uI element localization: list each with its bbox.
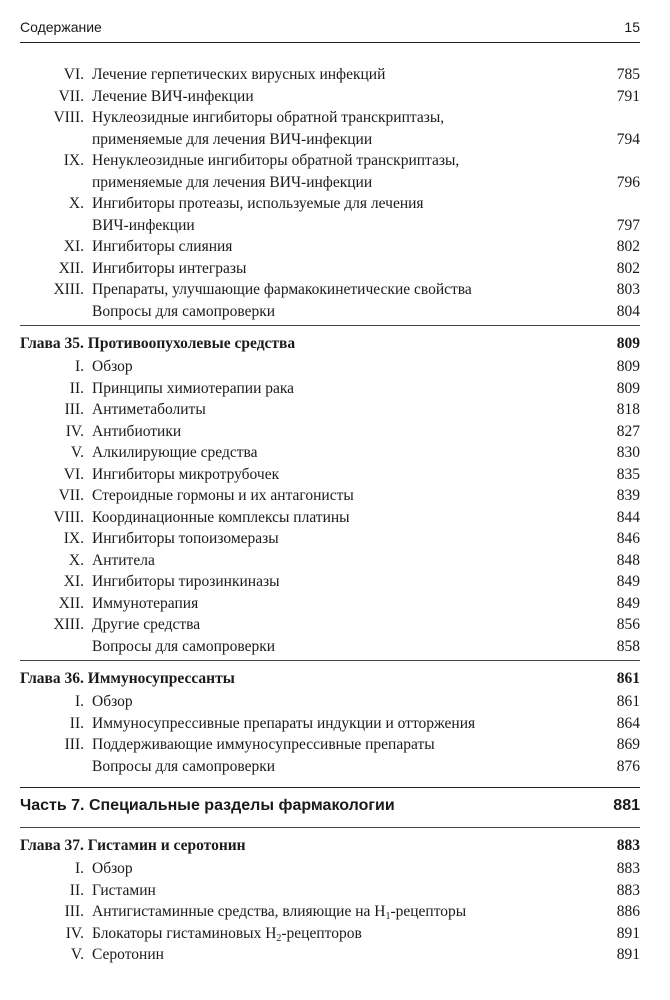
entry-page: 830: [616, 444, 640, 461]
entry-page: 876: [616, 757, 640, 775]
entry-title: Лечение герпетических вирусных инфекций: [92, 66, 386, 83]
entry-title: Обзор: [92, 693, 133, 710]
entry-numeral: XIII.: [53, 281, 84, 298]
chapter-entries: [20, 691, 640, 777]
entry-title: Вопросы для самопроверки: [92, 302, 276, 320]
entry-numeral: II.: [69, 714, 84, 732]
chapter-36-block: [20, 660, 640, 777]
chapter-35-block: [20, 325, 640, 657]
toc-entry[interactable]: [20, 944, 640, 966]
entry-page: 891: [616, 946, 640, 963]
entry-numeral: V.: [70, 946, 84, 963]
toc-entry[interactable]: [20, 636, 640, 658]
entry-title: Нуклеозидные ингибиторы обратной транскриптазы, применяемые для лечения ВИЧ-инфекции: [92, 109, 445, 148]
entry-numeral: IX.: [63, 530, 84, 547]
chapter-37-block: [20, 827, 640, 966]
entry-title: Антиметаболиты: [92, 401, 206, 418]
entry-page: 856: [616, 616, 640, 633]
toc-entry[interactable]: [20, 901, 640, 923]
toc-entry[interactable]: [20, 713, 640, 735]
entry-page: 886: [616, 903, 640, 920]
entry-page: 849: [616, 594, 640, 612]
toc-entry[interactable]: [20, 356, 640, 378]
entry-page: 864: [616, 714, 640, 732]
entry-title: Гистамин: [92, 881, 156, 899]
entry-page: 803: [616, 281, 640, 298]
entry-title: Антибиотики: [92, 422, 182, 440]
running-header: [20, 14, 640, 43]
toc-entry[interactable]: [20, 571, 640, 593]
part-heading[interactable]: [20, 794, 640, 818]
entry-page: 827: [616, 422, 640, 440]
entry-numeral: VI.: [63, 66, 84, 83]
entry-page: 891: [616, 924, 640, 942]
continued-entries: [20, 64, 640, 322]
chapter-title: Глава 37. Гистамин и серотонин: [20, 837, 246, 854]
entry-page: 785: [616, 66, 640, 83]
toc-entry[interactable]: [20, 485, 640, 507]
toc-entry[interactable]: [20, 193, 640, 236]
chapter-title: Глава 36. Иммуносупрессанты: [20, 670, 235, 687]
entry-title: Обзор: [92, 860, 133, 877]
entry-title: Лечение ВИЧ-инфекции: [92, 87, 254, 105]
entry-title: Принципы химиотерапии рака: [92, 379, 295, 397]
toc-entry[interactable]: [20, 86, 640, 108]
toc-entry[interactable]: [20, 614, 640, 636]
chapter-entries: [20, 858, 640, 966]
part-title: Часть 7. Специальные разделы фармакологии: [20, 797, 395, 814]
entry-page: 861: [616, 693, 640, 710]
entry-title: Поддерживающие иммуносупрессивные препараты: [92, 736, 435, 753]
entry-numeral: XII.: [58, 594, 84, 612]
entry-numeral: III.: [64, 903, 84, 920]
entry-page: 809: [616, 358, 640, 375]
entry-page: 796: [616, 173, 640, 191]
chapter-heading[interactable]: [20, 667, 640, 691]
entry-title: Ингибиторы слияния: [92, 238, 233, 255]
entry-numeral: IX.: [63, 152, 84, 169]
entry-numeral: VII.: [58, 87, 84, 105]
entry-title: Антигистаминные средства, влияющие на $H_1$-рецепторы: [92, 903, 467, 922]
chapter-heading[interactable]: [20, 332, 640, 356]
chapter-entries: [20, 356, 640, 657]
running-header-section: Содержание: [20, 19, 102, 35]
entry-page: 883: [616, 860, 640, 877]
part-7-block: [20, 787, 640, 824]
entry-page: 791: [616, 87, 640, 105]
chapter-page: 861: [616, 670, 640, 687]
entry-title: Другие средства: [92, 616, 201, 633]
toc-entry[interactable]: [20, 507, 640, 529]
toc-entry[interactable]: [20, 923, 640, 945]
chapter-page: 809: [616, 335, 640, 352]
entry-page: 869: [616, 736, 640, 753]
entry-title: Серотонин: [92, 946, 164, 963]
toc-entry[interactable]: [20, 279, 640, 301]
toc-entry[interactable]: [20, 399, 640, 421]
entry-title: Вопросы для самопроверки: [92, 637, 276, 655]
entry-title: Ингибиторы протеазы, используемые для лечения ВИЧ-инфекции: [92, 195, 424, 234]
entry-title: Блокаторы гистаминовых $H_2$-рецепторов: [92, 924, 362, 944]
entry-page: 858: [616, 637, 640, 655]
entry-numeral: X.: [68, 551, 84, 569]
entry-numeral: III.: [64, 401, 84, 418]
toc-entry[interactable]: [20, 421, 640, 443]
chapter-page: 883: [616, 837, 640, 854]
entry-numeral: XIII.: [53, 616, 84, 633]
toc-entry[interactable]: [20, 464, 640, 486]
entry-title: Иммунотерапия: [92, 594, 199, 612]
entry-page: 802: [616, 238, 640, 255]
toc-entry[interactable]: [20, 528, 640, 550]
entry-page: 883: [616, 881, 640, 899]
entry-numeral: XII.: [58, 259, 84, 277]
entry-numeral: XI.: [63, 238, 84, 255]
entry-numeral: VI.: [63, 465, 84, 483]
entry-numeral: V.: [70, 444, 84, 461]
table-of-contents: [20, 64, 640, 966]
toc-entry[interactable]: [20, 64, 640, 86]
entry-page: 844: [616, 508, 640, 526]
toc-entry[interactable]: [20, 880, 640, 902]
entry-title: Препараты, улучшающие фармакокинетические свойства: [92, 281, 472, 298]
entry-page: 818: [616, 401, 640, 418]
toc-entry[interactable]: [20, 378, 640, 400]
toc-entry[interactable]: [20, 691, 640, 713]
entry-numeral: VIII.: [53, 109, 84, 126]
toc-entry[interactable]: [20, 236, 640, 258]
entry-page: 839: [616, 487, 640, 504]
entry-numeral: II.: [69, 379, 84, 397]
entry-numeral: IV.: [65, 924, 84, 942]
entry-title: Ингибиторы тирозинкиназы: [92, 573, 280, 590]
toc-entry[interactable]: [20, 107, 640, 150]
entry-title: Вопросы для самопроверки: [92, 757, 276, 775]
toc-entry[interactable]: [20, 301, 640, 323]
entry-numeral: X.: [68, 195, 84, 212]
entry-numeral: I.: [74, 358, 84, 375]
entry-title: Ненуклеозидные ингибиторы обратной транскриптазы, применяемые для лечения ВИЧ-инфекции: [92, 152, 460, 191]
entry-title: Алкилирующие средства: [92, 444, 258, 461]
entry-page: 846: [616, 530, 640, 547]
entry-page: 802: [616, 259, 640, 277]
toc-entry[interactable]: [20, 150, 640, 193]
entry-page: 794: [616, 130, 640, 148]
entry-numeral: VII.: [58, 487, 84, 504]
part-page: 881: [613, 797, 640, 814]
entry-title: Ингибиторы интегразы: [92, 259, 247, 277]
entry-numeral: I.: [74, 693, 84, 710]
entry-title: Антитела: [92, 551, 155, 569]
chapter-title: Глава 35. Противоопухолевые средства: [20, 335, 296, 352]
toc-entry[interactable]: [20, 593, 640, 615]
toc-entry[interactable]: [20, 734, 640, 756]
entry-page: 835: [616, 465, 640, 483]
entry-title: Стероидные гормоны и их антагонисты: [92, 487, 354, 504]
toc-entry[interactable]: [20, 550, 640, 572]
entry-title: Ингибиторы микротрубочек: [92, 465, 280, 483]
entry-title: Ингибиторы топоизомеразы: [92, 530, 279, 547]
toc-entry[interactable]: [20, 258, 640, 280]
toc-entry[interactable]: [20, 756, 640, 778]
entry-numeral: IV.: [65, 422, 84, 440]
entry-page: 797: [616, 216, 640, 234]
entry-numeral: XI.: [63, 573, 84, 590]
entry-numeral: II.: [69, 881, 84, 899]
entry-page: 849: [616, 573, 640, 590]
entry-numeral: VIII.: [53, 508, 84, 526]
entry-page: 804: [616, 302, 640, 320]
entry-numeral: III.: [64, 736, 84, 753]
entry-page: 848: [616, 551, 640, 569]
chapter-heading[interactable]: [20, 834, 640, 858]
toc-entry[interactable]: [20, 442, 640, 464]
running-header-page-number: 15: [624, 19, 640, 35]
toc-entry[interactable]: [20, 858, 640, 880]
entry-title: Обзор: [92, 358, 133, 375]
entry-title: Координационные комплексы платины: [92, 508, 350, 526]
entry-numeral: I.: [74, 860, 84, 877]
entry-page: 809: [616, 379, 640, 397]
entry-title: Иммуносупрессивные препараты индукции и отторжения: [92, 714, 476, 732]
